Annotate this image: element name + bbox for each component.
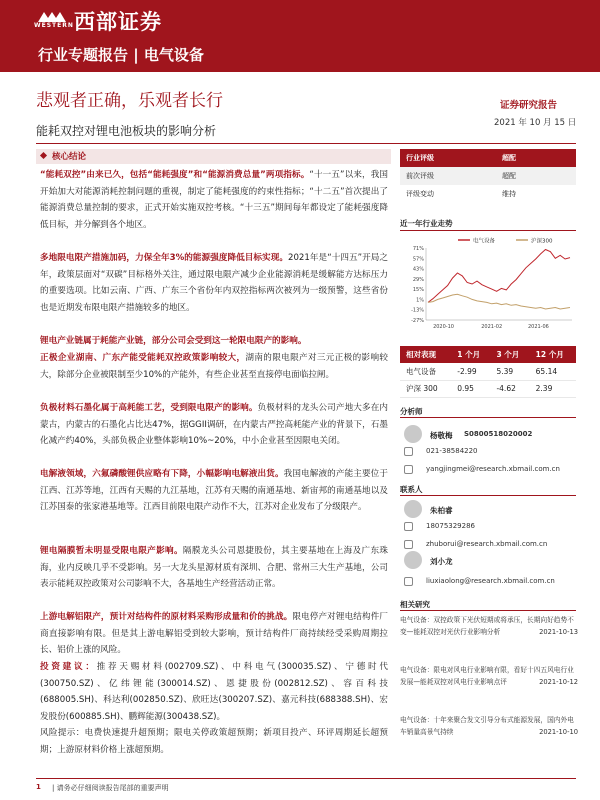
report-subtitle: 能耗双控对锂电池板块的影响分析 — [36, 124, 217, 138]
contact-email[interactable]: zhuborui@research.xbmail.com.cn — [426, 540, 548, 548]
performance-cell: 65.14 — [530, 363, 576, 380]
contact-email[interactable]: liuxiaolong@research.xbmail.com.cn — [426, 577, 555, 585]
performance-cell: 0.95 — [451, 380, 490, 397]
y-tick-label: 1% — [416, 297, 424, 304]
y-tick-label: -27% — [411, 318, 424, 324]
performance-header-row — [400, 346, 576, 363]
related-section-title: 相关研究 — [400, 600, 430, 609]
performance-header: 1 个月 — [451, 346, 490, 363]
series-line-hs300 — [428, 294, 570, 309]
logo-chinese: 西部证券 — [74, 10, 162, 34]
analyst-license: S0800518020002 — [464, 430, 533, 438]
paragraph-investment: 投资建议：推荐天赐材料(002709.SZ)、中科电气(300035.SZ)、宁德时代(300750.SZ)、亿纬锂能(300014.SZ)、恩捷股份(002812.SZ)、容百科技(688005.SH)、科达利(002850.SZ)、欣旺达(300207.SZ)、嘉元科技(688388.SH)、宏发股份(600885.SH)、鹏辉能源(300438.SZ)。 — [40, 662, 388, 722]
email-icon — [404, 465, 413, 474]
contact-name: 刘小龙 — [430, 557, 453, 566]
related-item[interactable] — [400, 614, 578, 638]
performance-cell: 2.39 — [530, 380, 576, 397]
trend-title: 近一年行业走势 — [400, 219, 453, 228]
chart-legend — [458, 237, 553, 245]
paragraph-supply-chain: 锂电产业链属于耗能产业链，部分公司会受到这一轮限电限产的影响。 — [40, 336, 307, 346]
analyst-email[interactable]: yangjingmei@research.xbmail.com.cn — [426, 465, 560, 473]
email-icon — [404, 540, 413, 549]
performance-cell: 沪深 300 — [400, 380, 451, 397]
legend-label-electric: 电气设备 — [473, 238, 496, 245]
paragraph-risks: 风险提示：电费快速提升超预期；限电关停政策超预期；新项目投产、环评周期延长超预期；上游原材料价格上涨超预期。 — [40, 728, 388, 755]
email-icon — [404, 577, 413, 586]
related-text: 电气设备：双控政策下光伏短期或将承压，长期向好趋势不变—能耗双控对光伏行业影响分析 — [400, 616, 574, 636]
trend-divider — [400, 230, 576, 231]
paragraph-electrolyte: 电解液领域，六氟磷酸锂供应略有下降，小幅影响电解液出货。我国电解液的产能主要位于江西、江苏等地，江西有天赐的九江基地，江苏有天赐的南通基地、新宙邦的南通基地以及江苏国泰的张家港基地等。江西目前限电限产动作不大，江苏对企业发布了分级限产。 — [40, 469, 388, 512]
performance-row — [400, 363, 576, 380]
rating-row — [400, 185, 576, 203]
performance-cell: -4.62 — [490, 380, 529, 397]
paragraph-power-limits: 多地限电限产措施加码，力保全年3%的能源强度降低目标实现。2021年是“十四五”开局之年，政策层面对“双碳”目标格外关注，通过限电限产减少企业能源消耗是缓解能方达标压力的重要选项。比如云南、广西、广东三个省份年内双控指标两次被列为一级预警，这些省份也是近期发布限电限产措施较多的地区。 — [40, 253, 388, 313]
logo-english: WESTERN — [34, 22, 74, 29]
core-conclusion-header — [36, 149, 391, 164]
rating-label: 行业评级 — [406, 154, 434, 162]
analyst-divider — [400, 417, 576, 418]
report-date: 2021 年 10 月 15 日 — [494, 118, 577, 128]
performance-table — [400, 346, 576, 398]
paragraph-anode: 负极材料石墨化属于高耗能工艺，受到限电限产的影响。负极材料的龙头公司产地大多在内蒙古，内蒙古的石墨化占比达47%，据GGII调研，在内蒙古严控高耗能产业的背景下，石墨化减产约40%，头部负极企业整体影响10%~20%，中小企业甚至因限电关闭。 — [40, 403, 388, 446]
avatar — [404, 425, 422, 443]
y-tick-label: 57% — [412, 256, 424, 263]
legend-label-hs300: 沪深300 — [531, 238, 553, 245]
performance-cell: 电气设备 — [400, 363, 451, 380]
phone-icon — [404, 447, 413, 456]
series-line-electric — [428, 250, 570, 303]
avatar — [404, 551, 422, 569]
related-text: 电气设备：限电对风电行业影响有限，看好十四五风电行业发展—能耗双控对风电行业影响点评 — [400, 666, 574, 686]
y-tick-label: 29% — [412, 276, 424, 283]
paragraph-cathode: 正极企业湖南、广东产能受能耗双控政策影响较大，湖南的限电限产对三元正极的影响较大，除部分企业被限制至少10%的产能外，有些企业甚至直接停电面临拉闸。 — [40, 353, 388, 380]
related-item[interactable] — [400, 714, 578, 738]
rating-label: 前次评级 — [406, 172, 434, 180]
research-label: 证券研究报告 — [500, 100, 558, 111]
contact-name: 朱柏睿 — [430, 506, 453, 515]
paragraph-separator: 锂电隔膜暂未明显受限电限产影响。隔膜龙头公司恩捷股份，其主要基地在上海及广东珠海，业内反映几乎不受影响。另一大龙头星源材质有深圳、合肥、常州三大生产基地，公司表示能耗双控政策对公司影响不大，各基地生产经营活动正常。 — [40, 546, 388, 589]
y-tick-label: 15% — [412, 287, 424, 294]
rating-value: 超配 — [502, 154, 516, 162]
contact-phone: 18075329286 — [426, 522, 475, 530]
related-date: 2021-10-10 — [539, 728, 578, 736]
related-item[interactable] — [400, 664, 578, 688]
rating-value: 维持 — [502, 190, 516, 198]
y-tick-label: 71% — [412, 246, 424, 252]
performance-header: 3 个月 — [490, 346, 529, 363]
avatar — [404, 500, 422, 518]
performance-header: 12 个月 — [530, 346, 576, 363]
rating-row — [400, 149, 576, 167]
analyst-name: 杨敬梅 — [430, 431, 453, 440]
report-type: 行业专题报告 | 电气设备 — [38, 46, 204, 64]
y-tick-label: -13% — [411, 307, 424, 314]
y-tick-label: 43% — [412, 266, 424, 273]
analyst-section-title: 分析师 — [400, 407, 423, 416]
rating-row — [400, 167, 576, 185]
phone-icon — [404, 522, 413, 531]
x-tick-label: 2021-02 — [481, 324, 503, 330]
related-date: 2021-10-12 — [539, 678, 578, 686]
rating-value: 超配 — [502, 172, 516, 180]
footer-divider — [36, 778, 576, 779]
report-headline: 悲观者正确，乐观者长行 — [36, 91, 223, 111]
related-divider — [400, 610, 576, 611]
paragraph-aluminum: 上游电解铝限产，预计对结构件的原材料采购形成量和价的挑战。限电停产对锂电结构件厂商直接影响有限。但是其上游电解铝受到较大影响，预计结构件厂商持续经受采购周期拉长、铝价上涨的风险。 — [40, 612, 388, 655]
performance-row — [400, 380, 576, 397]
performance-cell: 5.39 — [490, 363, 529, 380]
performance-header: 相对表现 — [400, 346, 451, 363]
paragraph-dual-control: “能耗双控”由来已久，包括“能耗强度”和“能源消费总量”两项指标。“十一五”以来，我国开始加大对能源消耗控制问题的重视，制定了能耗强度的约束性指标；“十二五”首次提出了能源消费总量控制的要求，正式开始实施双控考核。“十三五”期间每年都设定了能耗强度降低目标，并分解到各个地区。 — [40, 170, 389, 230]
footer-disclaimer: | 请务必仔细阅读报告尾部的重要声明 — [52, 784, 169, 792]
analyst-phone: 021-38584220 — [426, 447, 478, 455]
related-date: 2021-10-13 — [539, 628, 578, 636]
rating-label: 评级变动 — [406, 190, 434, 198]
performance-cell: -2.99 — [451, 363, 490, 380]
x-tick-label: 2021-06 — [527, 324, 549, 330]
trend-chart — [400, 234, 576, 334]
related-text: 电气设备：十年来聚合发文引导分布式能源发展，国内外电车销量高景气持续 — [400, 716, 574, 736]
contact-divider — [400, 495, 576, 496]
title-divider — [36, 143, 576, 144]
page-number: 1 — [36, 783, 41, 791]
contact-section-title: 联系人 — [400, 485, 423, 494]
rating-table — [400, 149, 576, 203]
core-conclusion-title: 核心结论 — [52, 152, 87, 162]
x-tick-label: 2020-10 — [433, 324, 454, 330]
